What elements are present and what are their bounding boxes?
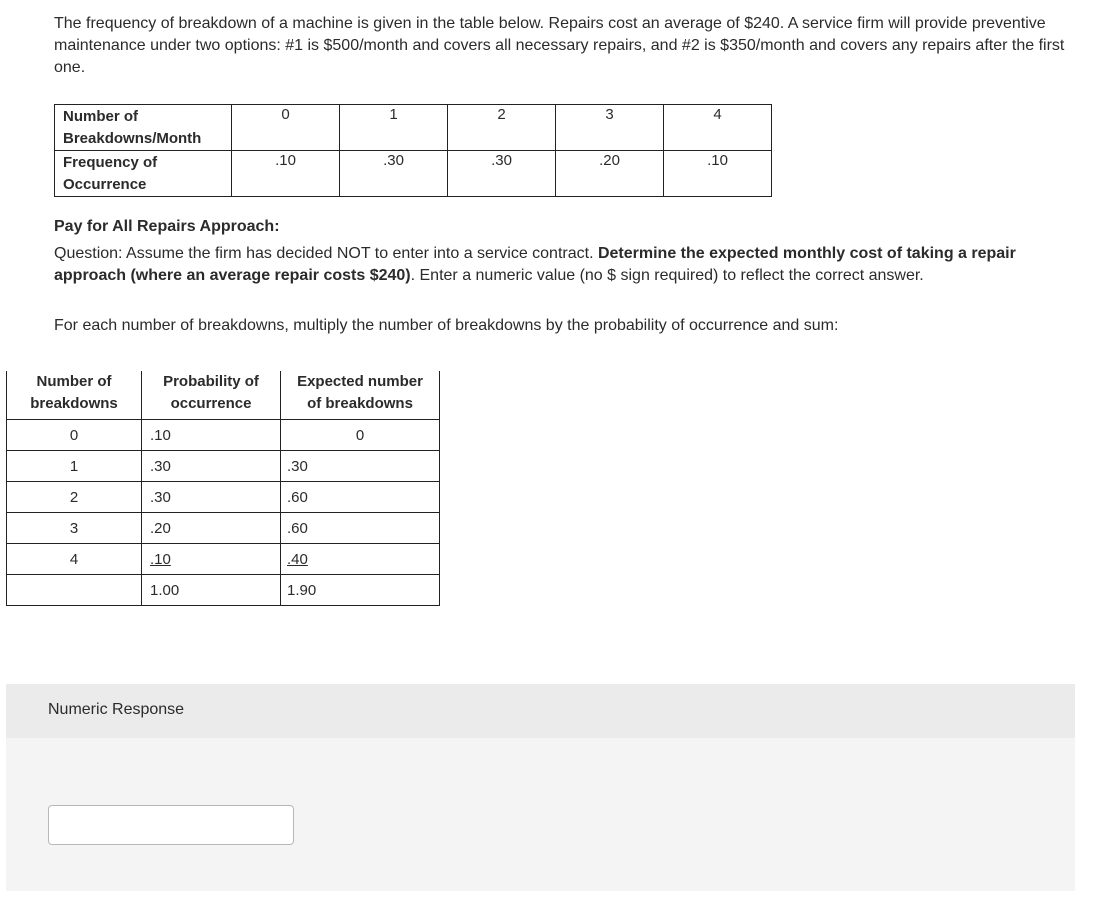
instruction-text: For each number of breakdowns, multiply the number of breakdowns by the probability of occurrence and sum: — [54, 317, 839, 334]
row-header-breakdowns: Number of Breakdowns/Month — [55, 105, 232, 151]
table-row — [55, 105, 772, 151]
frequency-cell: .30 — [448, 151, 556, 197]
response-header — [6, 684, 1075, 738]
breakdown-cell: 1 — [340, 105, 448, 151]
frequency-cell: .10 — [232, 151, 340, 197]
breakdown-cell: 3 — [556, 105, 664, 151]
header-row — [7, 371, 440, 420]
totals-row — [7, 575, 440, 606]
question-emphasis: Determine the expected monthly cost of taking a repair approach (where an average repair costs $240) — [54, 245, 1016, 284]
frequency-table — [54, 104, 772, 197]
breakdown-cell: 4 — [664, 105, 772, 151]
frequency-cell: .20 — [556, 151, 664, 197]
calculation-table — [6, 371, 440, 606]
table-row: 1 .30 .30 — [7, 451, 440, 482]
section-title: Pay for All Repairs Approach: — [54, 218, 280, 235]
numeric-response-panel — [6, 684, 1075, 891]
breakdown-cell: 2 — [448, 105, 556, 151]
breakdown-cell: 0 — [232, 105, 340, 151]
total-expected: 1.90 — [281, 575, 440, 606]
question-text: Question: Assume the firm has decided NOT to enter into a service contract. Determine the expected monthly cost of taking a repair approach (where an average repair costs $240). Enter a numeric value (no $ sign required) to reflect the correct answer. — [54, 245, 1016, 284]
response-label: Numeric Response — [48, 701, 185, 718]
table-row: 0 .10 0 — [7, 420, 440, 451]
table-row: 3 .20 .60 — [7, 513, 440, 544]
frequency-cell: .30 — [340, 151, 448, 197]
intro-text: The frequency of breakdown of a machine is given in the table below. Repairs cost an average of $240. A service firm will provide preventive maintenance under two options: #1 is $500/month and covers all necessary repairs, and #2 is $350/month and covers any repairs after the first one. — [54, 15, 1065, 76]
header-probability: Probability of occurrence — [142, 371, 281, 420]
frequency-cell: .10 — [664, 151, 772, 197]
numeric-response-input[interactable] — [48, 805, 294, 845]
table-row: 2 .30 .60 — [7, 482, 440, 513]
table-row: 4 .10 .40 — [7, 544, 440, 575]
row-header-frequency: Frequency of Occurrence — [55, 151, 232, 197]
total-probability: 1.00 — [142, 575, 281, 606]
header-expected: Expected number of breakdowns — [281, 371, 440, 420]
table-row — [55, 151, 772, 197]
header-breakdowns: Number of breakdowns — [7, 371, 142, 420]
